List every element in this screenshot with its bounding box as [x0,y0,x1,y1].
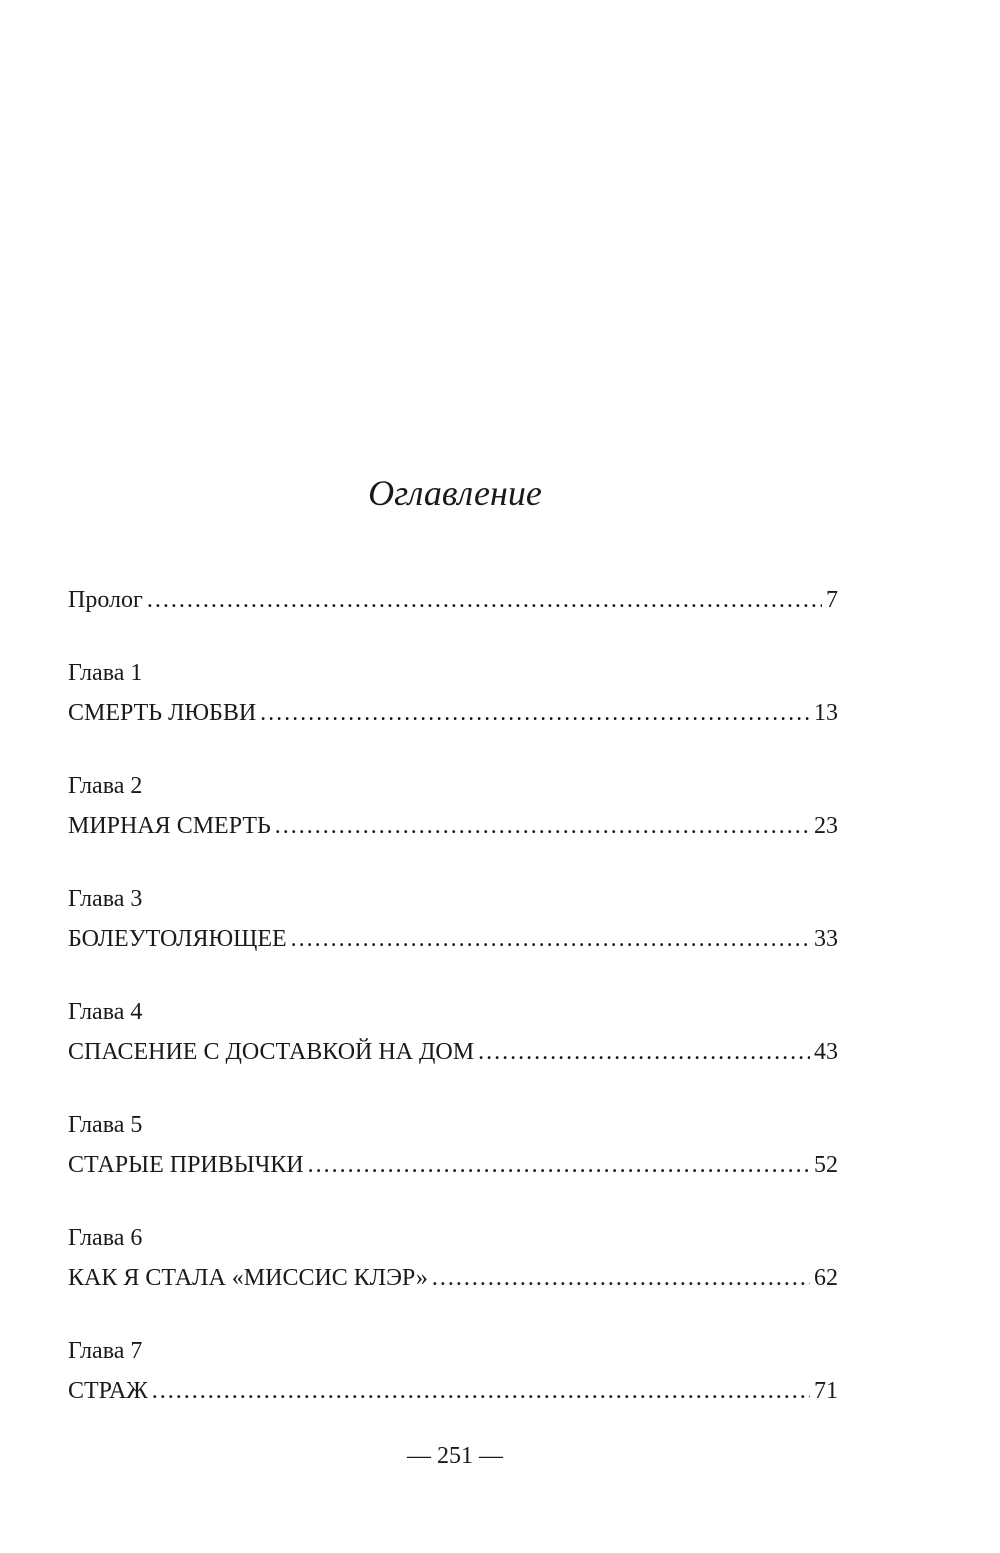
chapter-label: Глава 2 [68,773,143,799]
entry-title: СПАСЕНИЕ С ДОСТАВКОЙ НА ДОМ [68,1039,475,1065]
entry-page: 23 [814,813,838,839]
chapter-label: Глава 4 [68,999,143,1025]
chapter-label: Глава 5 [68,1112,143,1138]
toc-entry-chapter[interactable] [68,1336,838,1406]
entry-title: МИРНАЯ СМЕРТЬ [68,813,271,839]
entry-page: 43 [814,1039,838,1065]
dot-leader [152,1376,810,1406]
chapter-label: Глава 7 [68,1338,143,1364]
entry-title: СТАРЫЕ ПРИВЫЧКИ [68,1152,304,1178]
chapter-label: Глава 3 [68,886,143,912]
entry-title: БОЛЕУТОЛЯЮЩЕЕ [68,926,287,952]
dot-leader [260,698,810,728]
toc-entry-prologue[interactable] [68,585,838,615]
toc-entry-chapter[interactable] [68,1223,838,1293]
dot-leader [291,924,810,954]
entry-page: 62 [814,1265,838,1291]
toc-entry-chapter[interactable] [68,771,838,841]
chapter-label: Глава 1 [68,660,143,686]
entry-page: 13 [814,700,838,726]
chapter-label: Глава 6 [68,1225,143,1251]
dot-leader [432,1263,810,1293]
entry-title: КАК Я СТАЛА «МИССИС КЛЭР» [68,1265,428,1291]
toc-entry-chapter[interactable] [68,1110,838,1180]
toc-entry-chapter[interactable] [68,884,838,954]
toc-entry-chapter[interactable] [68,658,838,728]
entry-title: Пролог [68,587,143,613]
page-title: Оглавление [368,473,542,513]
dot-leader [147,585,822,615]
entry-title: СТРАЖ [68,1378,148,1404]
entry-title: СМЕРТЬ ЛЮБВИ [68,700,257,726]
entry-page: 71 [814,1378,838,1404]
page-number: — 251 — [407,1443,503,1469]
entry-page: 7 [826,587,838,613]
entry-page: 33 [814,926,838,952]
toc-entry-chapter[interactable] [68,997,838,1067]
dot-leader [275,811,810,841]
entry-page: 52 [814,1152,838,1178]
dot-leader [308,1150,810,1180]
dot-leader [478,1037,810,1067]
